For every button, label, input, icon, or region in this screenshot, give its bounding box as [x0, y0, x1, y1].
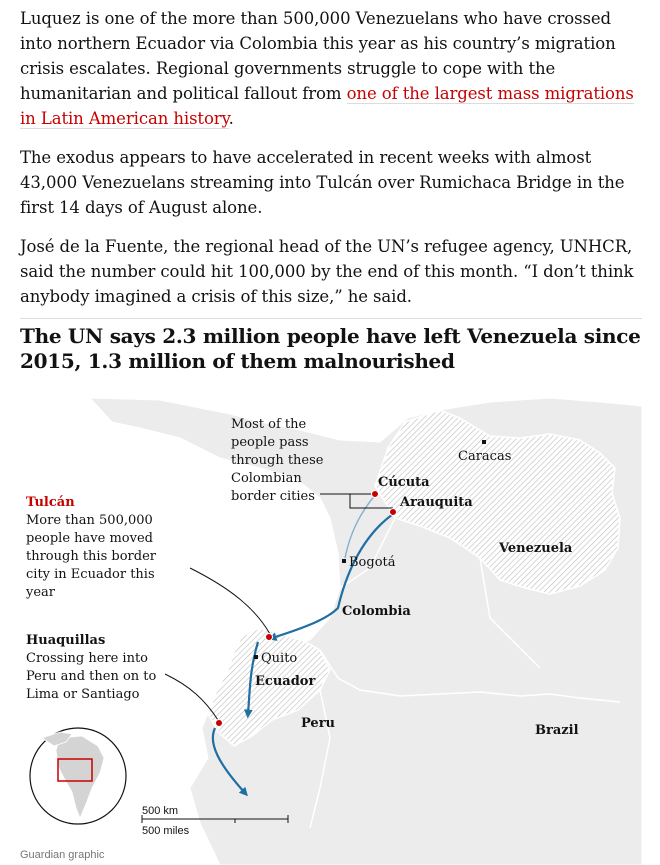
border-cities-line-4: Colombian [231, 471, 302, 486]
huaquillas-note-line-1: Crossing here into [26, 651, 149, 666]
quito-marker [254, 655, 258, 659]
leader-tulcan [190, 568, 270, 634]
border-cities-line-2: people pass [231, 435, 309, 450]
peru-label: Peru [301, 716, 335, 731]
paragraph-1 [20, 6, 642, 131]
tulcan-note-line-1: More than 500,000 [26, 513, 153, 528]
border-cities-note [231, 417, 328, 504]
tulcan-note-line-3: through this border [26, 549, 156, 564]
tulcan-note-line-5: year [26, 585, 56, 600]
tulcan-note [25, 513, 160, 600]
paragraph-1-text: Luquez is one of the more than 500,000 Venezuelans who have crossed into northern Ecuador via Colombia this year as his country’s migration crisis escalates. Regional governments struggle to cope with the humanitarian and political fallout from [20, 9, 616, 103]
tulcan-marker [266, 634, 273, 641]
tulcan-note-line-2: people have moved [26, 531, 153, 546]
huaquillas-note-line-2: Peru and then on to [26, 669, 157, 684]
migration-history-link[interactable]: one of the largest mass migrations in Latin American history [20, 84, 634, 128]
border-cities-line-1: Most of the [231, 417, 307, 432]
huaquillas-note [26, 651, 160, 702]
tulcan-note-line-4: city in Ecuador this [26, 567, 155, 582]
colombia-label: Colombia [342, 604, 411, 619]
bogota-marker [342, 559, 346, 563]
quito-label: Quito [261, 651, 298, 666]
paragraph-3: José de la Fuente, the regional head of the UN’s refugee agency, UNHCR, said the number could hit 100,000 by the end of this month. “I don’t think anybody imagined a crisis of this size,” he said. [20, 237, 634, 306]
venezuela-label: Venezuela [499, 541, 573, 556]
caracas-marker [482, 440, 486, 444]
caracas-label: Caracas [458, 449, 512, 464]
ecuador-label: Ecuador [255, 674, 316, 689]
bogota-label: Bogotá [349, 555, 396, 570]
article-body [20, 6, 642, 323]
graphic-credit: Guardian graphic [20, 849, 105, 861]
paragraph-1-end: . [228, 109, 234, 128]
huaquillas-note-line-3: Lima or Santiago [26, 687, 140, 702]
figure-title: The UN says 2.3 million people have left Venezuela since 2015, 1.3 million of them malnourished [20, 324, 641, 373]
tulcan-label: Tulcán [26, 495, 75, 510]
locator-globe [30, 728, 126, 824]
huaquillas-marker [216, 720, 223, 727]
scale-km-label: 500 km [142, 805, 179, 817]
map-figure [20, 318, 642, 865]
arauquita-label: Arauquita [400, 495, 473, 510]
cucuta-label: Cúcuta [378, 475, 430, 490]
border-cities-line-3: through these [231, 453, 324, 468]
migration-map [20, 318, 642, 865]
brazil-label: Brazil [535, 723, 579, 738]
border-cities-line-5: border cities [231, 489, 315, 504]
huaquillas-label: Huaquillas [26, 633, 106, 648]
arauquita-marker [390, 509, 397, 516]
scale-miles-label: 500 miles [142, 825, 190, 837]
cucuta-marker [372, 491, 379, 498]
paragraph-2: The exodus appears to have accelerated in recent weeks with almost 43,000 Venezuelans streaming into Tulcán over Rumichaca Bridge in the first 14 days of August alone. [20, 148, 625, 217]
